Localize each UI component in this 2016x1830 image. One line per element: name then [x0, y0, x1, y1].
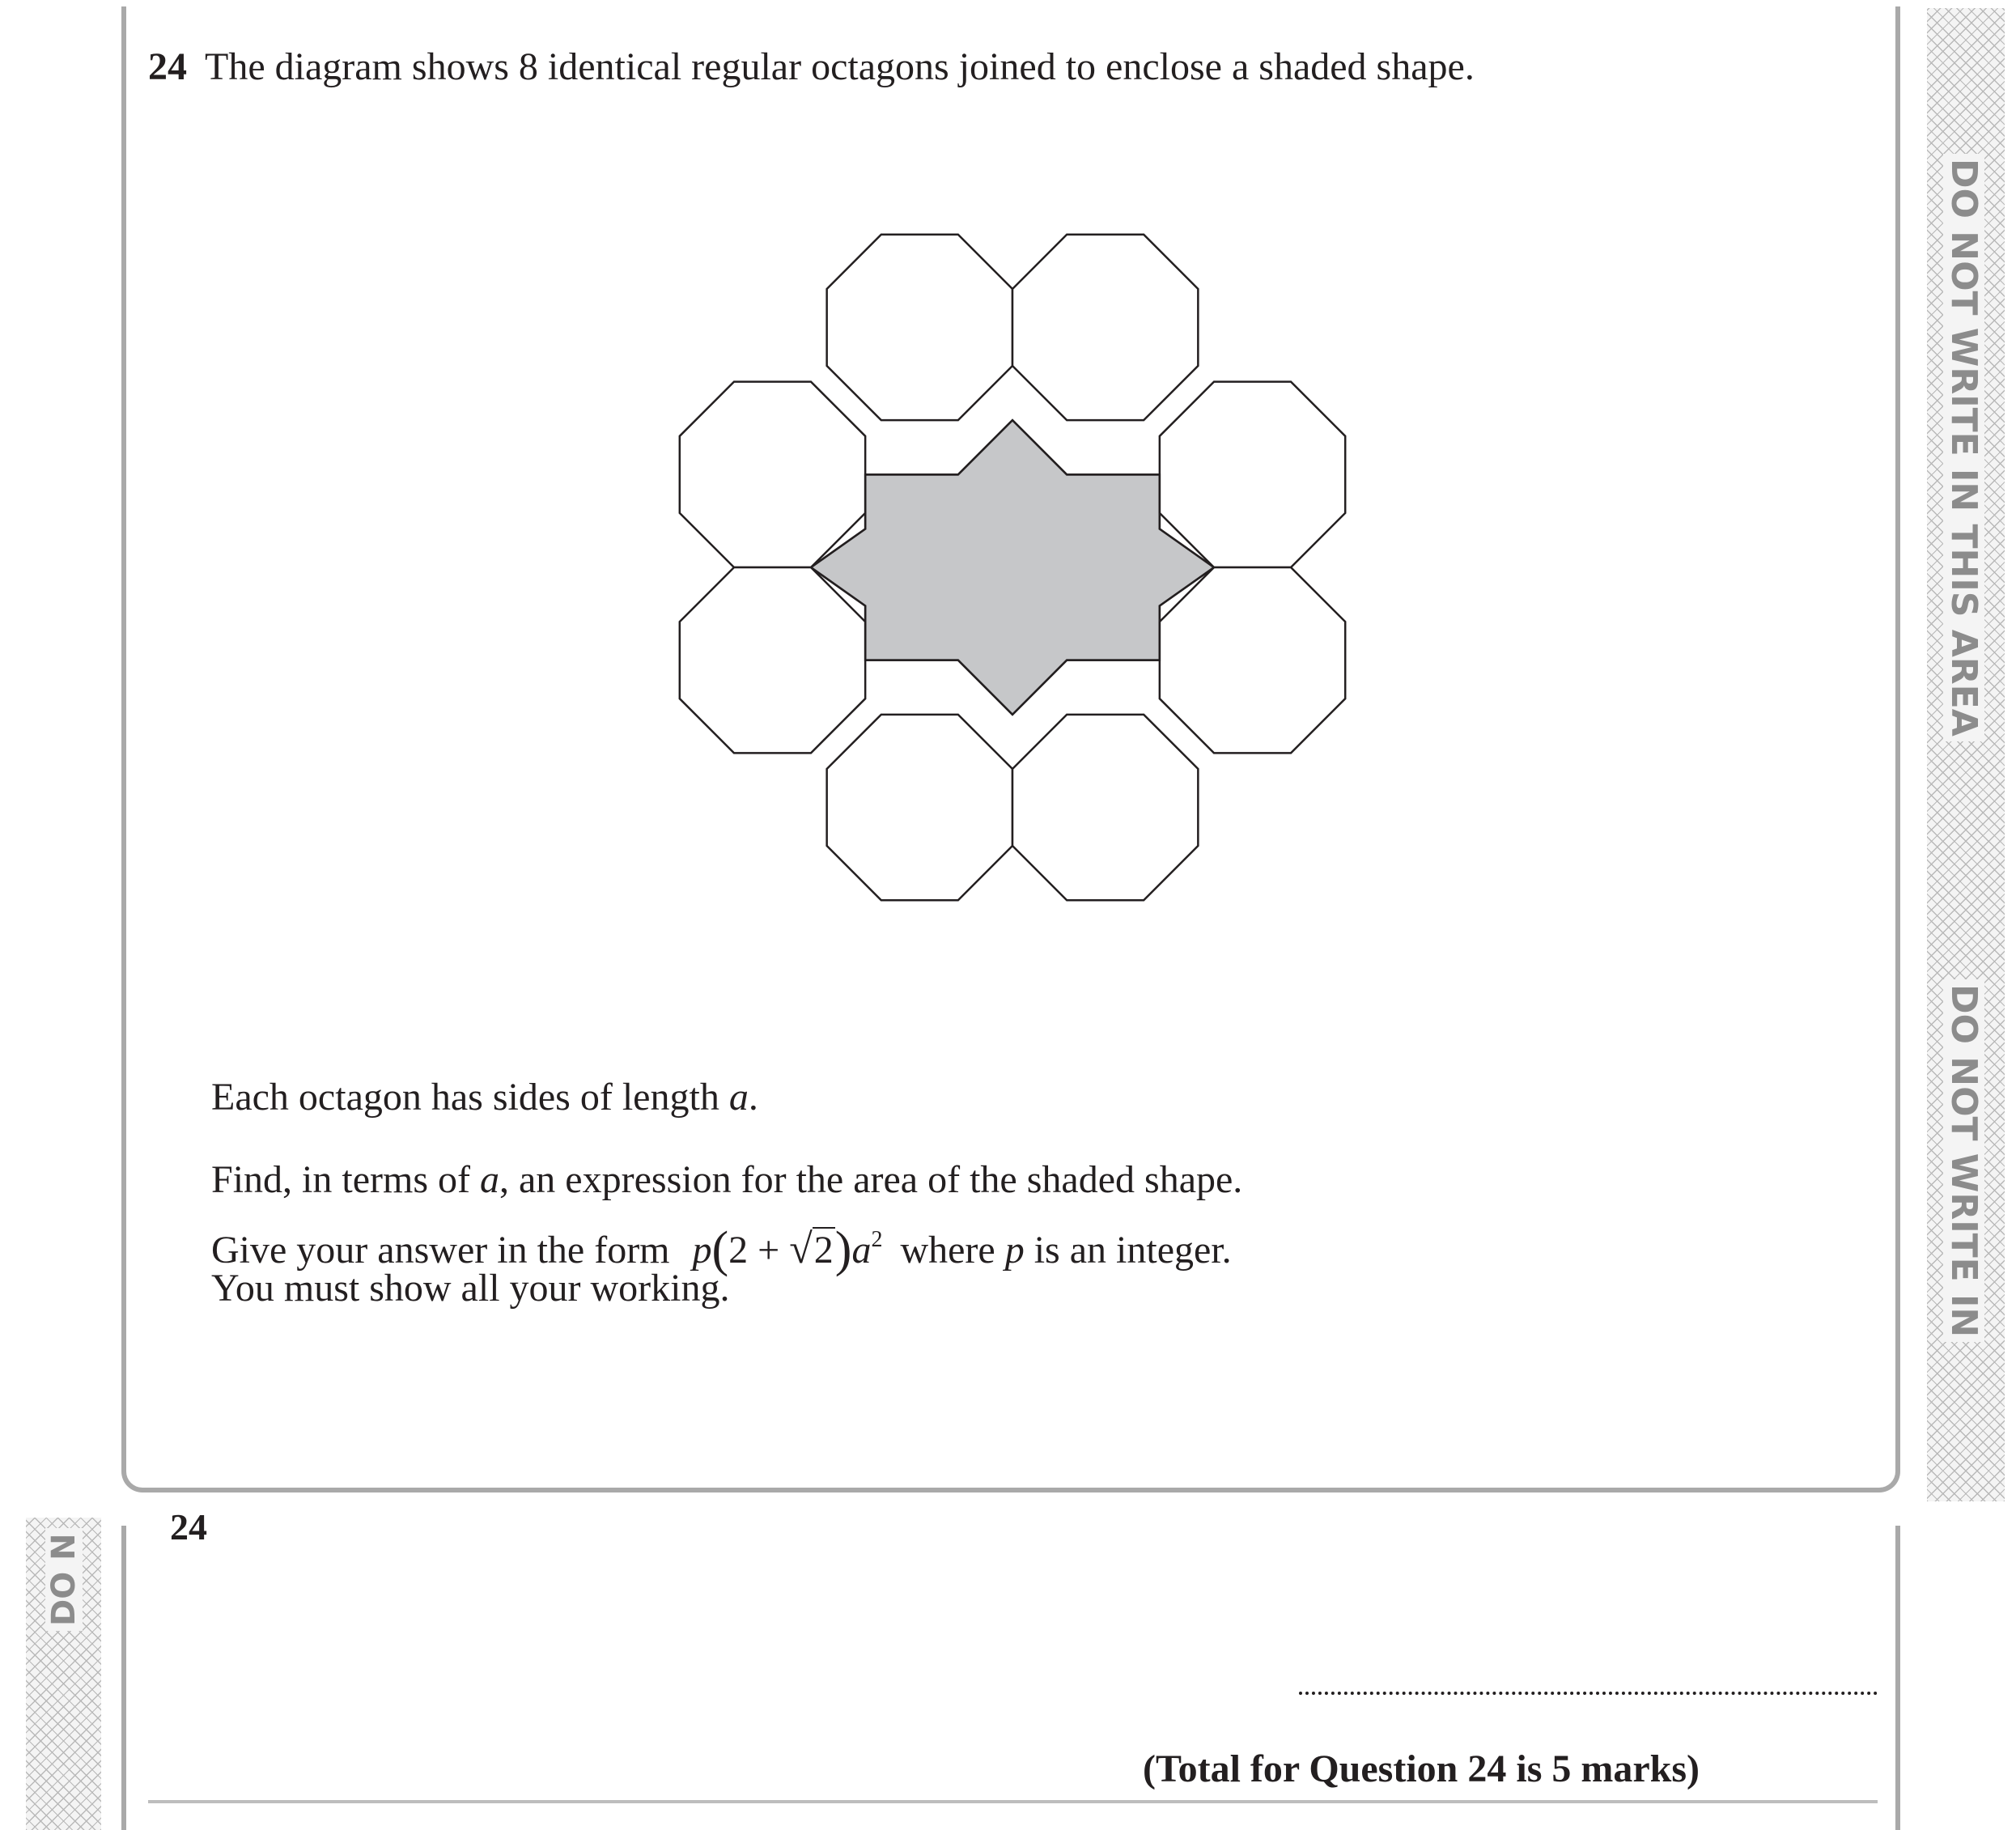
question-text: The diagram shows 8 identical regular octagons joined to enclose a shaded shape. — [205, 45, 1475, 88]
question-stem — [148, 39, 1475, 96]
find-instruction: Find, in terms of a, an expression for the area of the shaded shape. — [211, 1158, 1243, 1201]
octagon — [680, 567, 865, 753]
octagon — [827, 235, 1012, 420]
working-instruction: You must show all your working. — [211, 1267, 730, 1310]
octagon — [1012, 715, 1198, 900]
variable-a: a — [480, 1158, 499, 1201]
square-root: √2 — [789, 1226, 834, 1272]
do-not-write-label: DO NOT WRITE IN THIS AREA — [1943, 154, 1984, 741]
answer-line[interactable] — [1299, 1692, 1878, 1695]
do-not-write-label: DO N — [45, 1528, 83, 1631]
shaded-shape — [811, 420, 1214, 715]
octagon-group — [680, 235, 1345, 900]
next-question-number-clipped: 24 — [170, 1506, 207, 1548]
answer-form-instruction: Give your answer in the form $p(2 + √2)a^2$ where p is an integer. — [211, 1216, 1232, 1275]
question-number: 24 — [148, 45, 187, 88]
do-not-write-label: DO NOT WRITE IN — [1943, 979, 1984, 1342]
variable-a: a — [728, 1076, 749, 1119]
answer-form-formula: $p(2 + √2)a^2$ — [692, 1222, 883, 1277]
octagon — [1012, 235, 1198, 420]
octagon — [827, 715, 1012, 900]
sides-statement: Each octagon has sides of length a. — [211, 1076, 758, 1119]
octagon-diagram — [567, 130, 1538, 1060]
octagon — [680, 382, 865, 567]
octagon — [1160, 567, 1345, 753]
next-box-border-left — [121, 1526, 126, 1830]
bottom-rule — [148, 1800, 1878, 1803]
next-box-border-right — [1895, 1526, 1900, 1830]
octagon — [1160, 382, 1345, 567]
total-marks: (Total for Question 24 is 5 marks) — [1143, 1747, 1700, 1790]
